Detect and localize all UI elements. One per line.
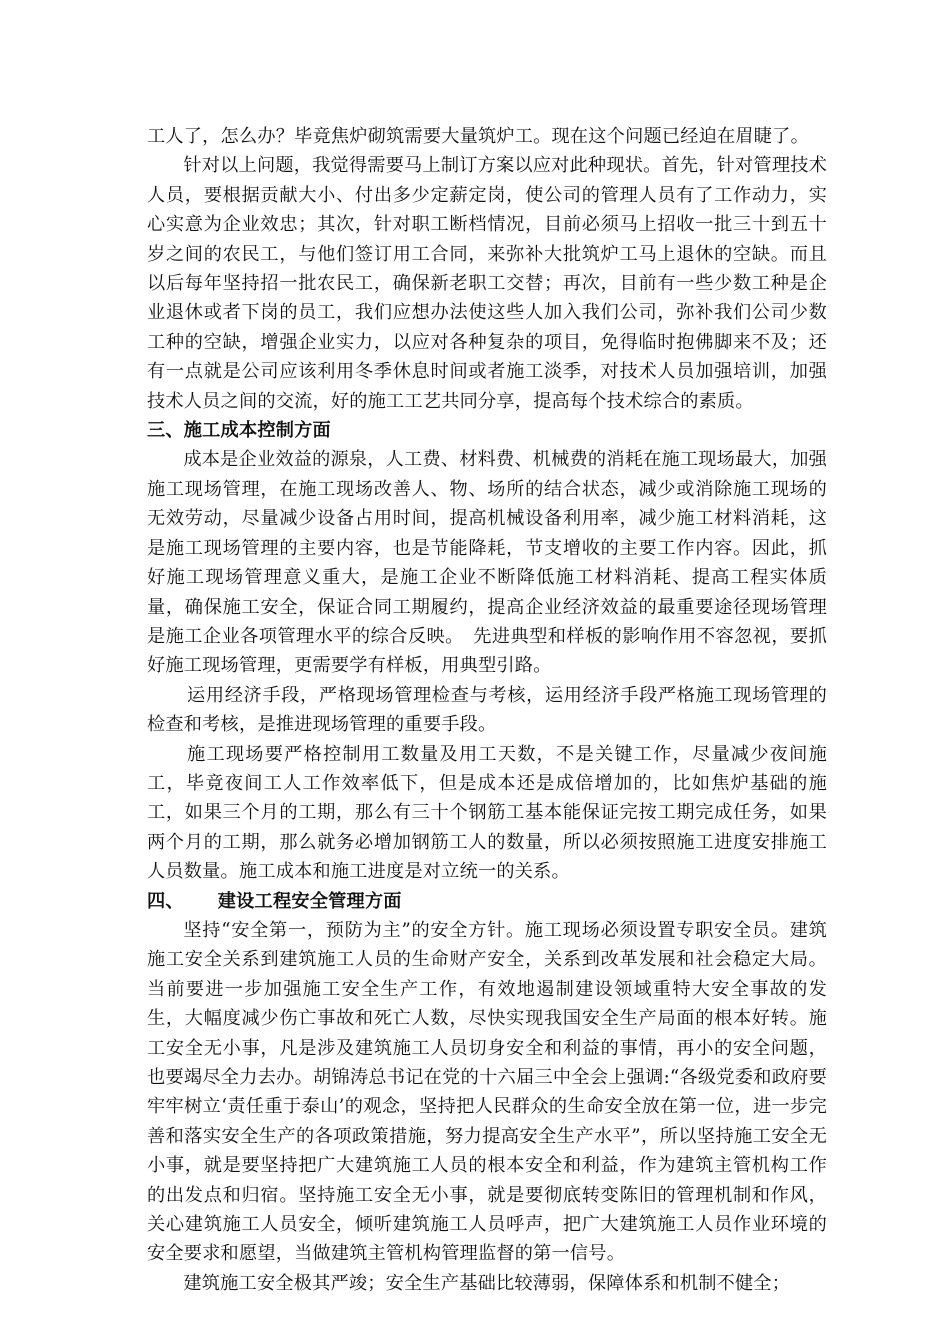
- section-heading: [147, 416, 827, 445]
- section-title: 建设工程安全管理方面: [217, 890, 402, 912]
- paragraph: 成本是企业效益的源泉，人工费、材料费、机械费的消耗在施工现场最大，加强施工现场管理，在施工现场改善人、物、场所的结合状态，减少或消除施工现场的无效劳动，尽量减少设备占用时间，提高机械设备利用率，减少施工材料消耗，这是施工现场管理的主要内容，也是节能降耗，节支增收的主要工作内容。因此，抓好施工现场管理意义重大，是施工企业不断降低施工材料消耗、提高工程实体质量，确保施工安全，保证合同工期履约，提高企业经济效益的最重要途径现场管理是施工企业各项管理水平的综合反映。 先进典型和样板的影响作用不容忽视，要抓好施工现场管理，更需要学有样板，用典型引路。: [147, 449, 827, 677]
- section-heading: [147, 887, 827, 916]
- document-page: [147, 122, 827, 1298]
- paragraph: 工人了，怎么办？毕竟焦炉砌筑需要大量筑炉工。现在这个问题已经迫在眉睫了。: [147, 126, 809, 147]
- paragraph: 施工现场要严格控制用工数量及用工天数，不是关键工作，尽量减少夜间施工，毕竟夜间工人工作效率低下，但是成本还是成倍增加的，比如焦炉基础的施工，如果三个月的工期，那么有三十个钢筋工基本能保证完按工期完成任务，如果两个月的工期，那么就务必增加钢筋工人的数量，所以必须按照施工进度安排施工人员数量。施工成本和施工进度是对立统一的关系。: [147, 743, 827, 883]
- paragraph: 运用经济手段，严格现场管理检查与考核，运用经济手段严格施工现场管理的检查和考核，是推进现场管理的重要手段。: [147, 684, 827, 736]
- section-number: 四、: [147, 890, 184, 912]
- section-title: 施工成本控制方面: [183, 420, 331, 442]
- paragraph: 针对以上问题，我觉得需要马上制订方案以应对此种现状。首先，针对管理技术人员，要根据贡献大小、付出多少定薪定岗，使公司的管理人员有了工作动力，实心实意为企业效忠；其次，针对职工断档情况，目前必须马上招收一批三十到五十岁之间的农民工，与他们签订用工合同，来弥补大批筑炉工马上退休的空缺。而且以后每年坚持招一批农民工，确保新老职工交替；再次，目前有一些少数工种是企业退休或者下岗的员工，我们应想办法使这些人加入我们公司，弥补我们公司少数工种的空缺，增强企业实力，以应对各种复杂的项目，免得临时抱佛脚来不及；还有一点就是公司应该利用冬季休息时间或者施工淡季，对技术人员加强培训，加强技术人员之间的交流，好的施工工艺共同分享，提高每个技术综合的素质。: [147, 155, 827, 412]
- paragraph: 坚持“安全第一，预防为主”的安全方针。施工现场必须设置专职安全员。建筑施工安全关系到建筑施工人员的生命财产安全，关系到改革发展和社会稳定大局。当前要进一步加强施工安全生产工作，有效地遏制建设领域重特大安全事故的发生，大幅度减少伤亡事故和死亡人数，尽快实现我国安全生产局面的根本好转。施工安全无小事，凡是涉及建筑施工人员切身安全和利益的事情，再小的安全问题，也要竭尽全力去办。胡锦涛总书记在党的十六届三中全会上强调:“各级党委和政府要牢牢树立‘责任重于泰山’的观念，坚持把人民群众的生命安全放在第一位，进一步完善和落实安全生产的各项政策措施，努力提高安全生产水平”，所以坚持施工安全无小事，就是要坚持把广大建筑施工人员的根本安全和利益，作为建筑主管机构工作的出发点和归宿。坚持施工安全无小事，就是要彻底转变陈旧的管理机制和作风，关心建筑施工人员安全，倾听建筑施工人员呼声，把广大建筑施工人员作业环境的安全要求和愿望，当做建筑主管机构管理监督的第一信号。: [147, 919, 827, 1265]
- section-number: 三、: [147, 420, 184, 442]
- paragraph: 建筑施工安全极其严竣；安全生产基础比较薄弱，保障体系和机制不健全；: [183, 1272, 791, 1294]
